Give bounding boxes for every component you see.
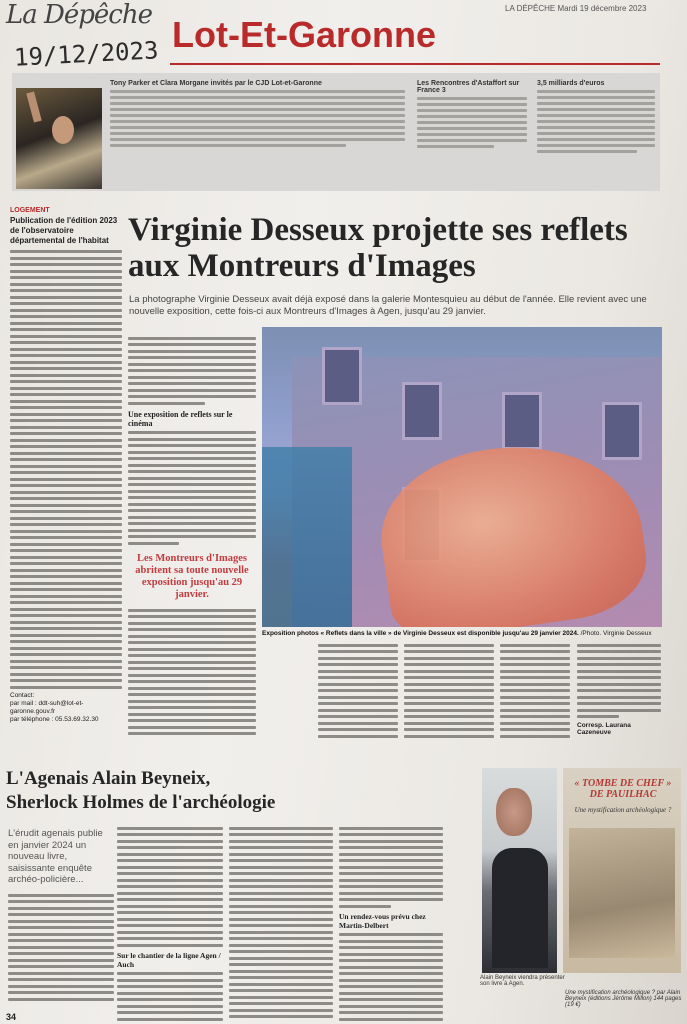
article2-headline: L'Agenais Alain Beyneix, Sherlock Holmes de l'archéologie xyxy=(6,768,276,813)
contact-mail[interactable]: par mail : ddt-suh@lot-et-garonne.gouv.fr xyxy=(10,700,84,715)
sidebar-contact: Contact: par mail : ddt-suh@lot-et-garonne.gouv.fr par téléphone : 05.53.69.32.30 xyxy=(10,692,122,724)
author-jacket xyxy=(492,848,548,968)
article-column-last xyxy=(577,640,661,736)
author-face xyxy=(496,788,532,836)
author-caption: Alain Beyneix viendra présenter son livre à Agen. xyxy=(480,975,565,987)
exhibition-photo xyxy=(262,327,662,627)
photo-caption: Exposition photos « Reflets dans la ville » de Virginie Desseux est disponible jusqu'au 29 janvier 2024. /Photo. Virginie Desseux xyxy=(262,630,652,637)
page-number: 34 xyxy=(6,1012,17,1022)
cyan-reflection xyxy=(262,447,352,627)
author-portrait xyxy=(482,768,557,973)
band-item-cjd xyxy=(110,80,405,150)
article2-column xyxy=(117,823,223,1024)
pull-quote: Les Montreurs d'Images abritent sa toute nouvelle exposition jusqu'au 29 janvier. xyxy=(135,552,249,600)
article2-column xyxy=(229,823,333,1022)
sidebar-title: Publication de l'édition 2023 de l'observatoire départemental de l'habitat xyxy=(10,216,118,245)
article2-column xyxy=(339,823,443,1024)
section-title: Lot-Et-Garonne xyxy=(172,14,436,55)
sidebar-logement xyxy=(10,207,122,724)
band-item-milliards xyxy=(537,80,655,156)
edition-line: LA DÉPÊCHE Mardi 19 décembre 2023 xyxy=(505,4,647,13)
band-item-astaffort xyxy=(417,80,527,151)
article-column xyxy=(404,640,494,741)
article-lead: La photographe Virginie Desseux avait déjà exposé dans la galerie Montesquieu au début de l'année. Elle revient avec une nouvelle exposition, cette fois-ci aux Montreurs d'Images à Agen, jusqu'au 29 janvier. xyxy=(129,294,647,317)
article2-intertitle: Un rendez-vous prévu chez Martin-Delbert xyxy=(339,911,426,930)
article-left-column xyxy=(128,333,256,739)
window xyxy=(402,382,442,440)
article2-intertitle: Sur le chantier de la ligne Agen / Auch xyxy=(117,950,221,969)
raised-arm xyxy=(26,91,41,122)
band-item-title: Tony Parker et Clara Morgane invités par le CJD Lot-et-Garonne xyxy=(110,80,322,87)
band-photo xyxy=(16,88,102,189)
band-item-title: Les Rencontres d'Astaffort sur France 3 xyxy=(417,80,520,94)
masthead-logo: La Dépêche xyxy=(6,0,152,30)
window xyxy=(502,392,542,450)
book-title: « TOMBE DE CHEF » DE PAUILHAC xyxy=(574,778,672,800)
article-column xyxy=(318,640,398,741)
book-cover-illustration xyxy=(569,828,675,958)
handwritten-date: 19/12/2023 xyxy=(13,36,160,72)
article-intertitle: Une exposition de reflets sur le cinéma xyxy=(128,409,233,428)
section-rule xyxy=(170,63,660,65)
person-head xyxy=(52,116,74,144)
article-headline: Virginie Desseux projette ses reflets aux Montreurs d'Images xyxy=(128,212,628,284)
book-cover xyxy=(563,768,681,973)
book-subtitle: Une mystification archéologique ? xyxy=(574,806,672,814)
article-signature: Corresp. Laurana Cazeneuve xyxy=(577,722,631,736)
article2-column xyxy=(8,890,114,1004)
book-caption: Une mystification archéologique ? par Alain Beyneix (éditions Jérôme Millon) 144 pages (19 €) xyxy=(565,990,682,1008)
window xyxy=(602,402,642,460)
contact-phone: par téléphone : 05.53.69.32.30 xyxy=(10,716,99,723)
article-column xyxy=(500,640,570,741)
band-item-title: 3,5 milliards d'euros xyxy=(537,80,605,87)
window xyxy=(322,347,362,405)
article2-lead: L'érudit agenais publie en janvier 2024 un nouveau livre, saisissante enquête archéo-policière... xyxy=(8,828,103,885)
sidebar-kicker: LOGEMENT xyxy=(10,207,50,214)
